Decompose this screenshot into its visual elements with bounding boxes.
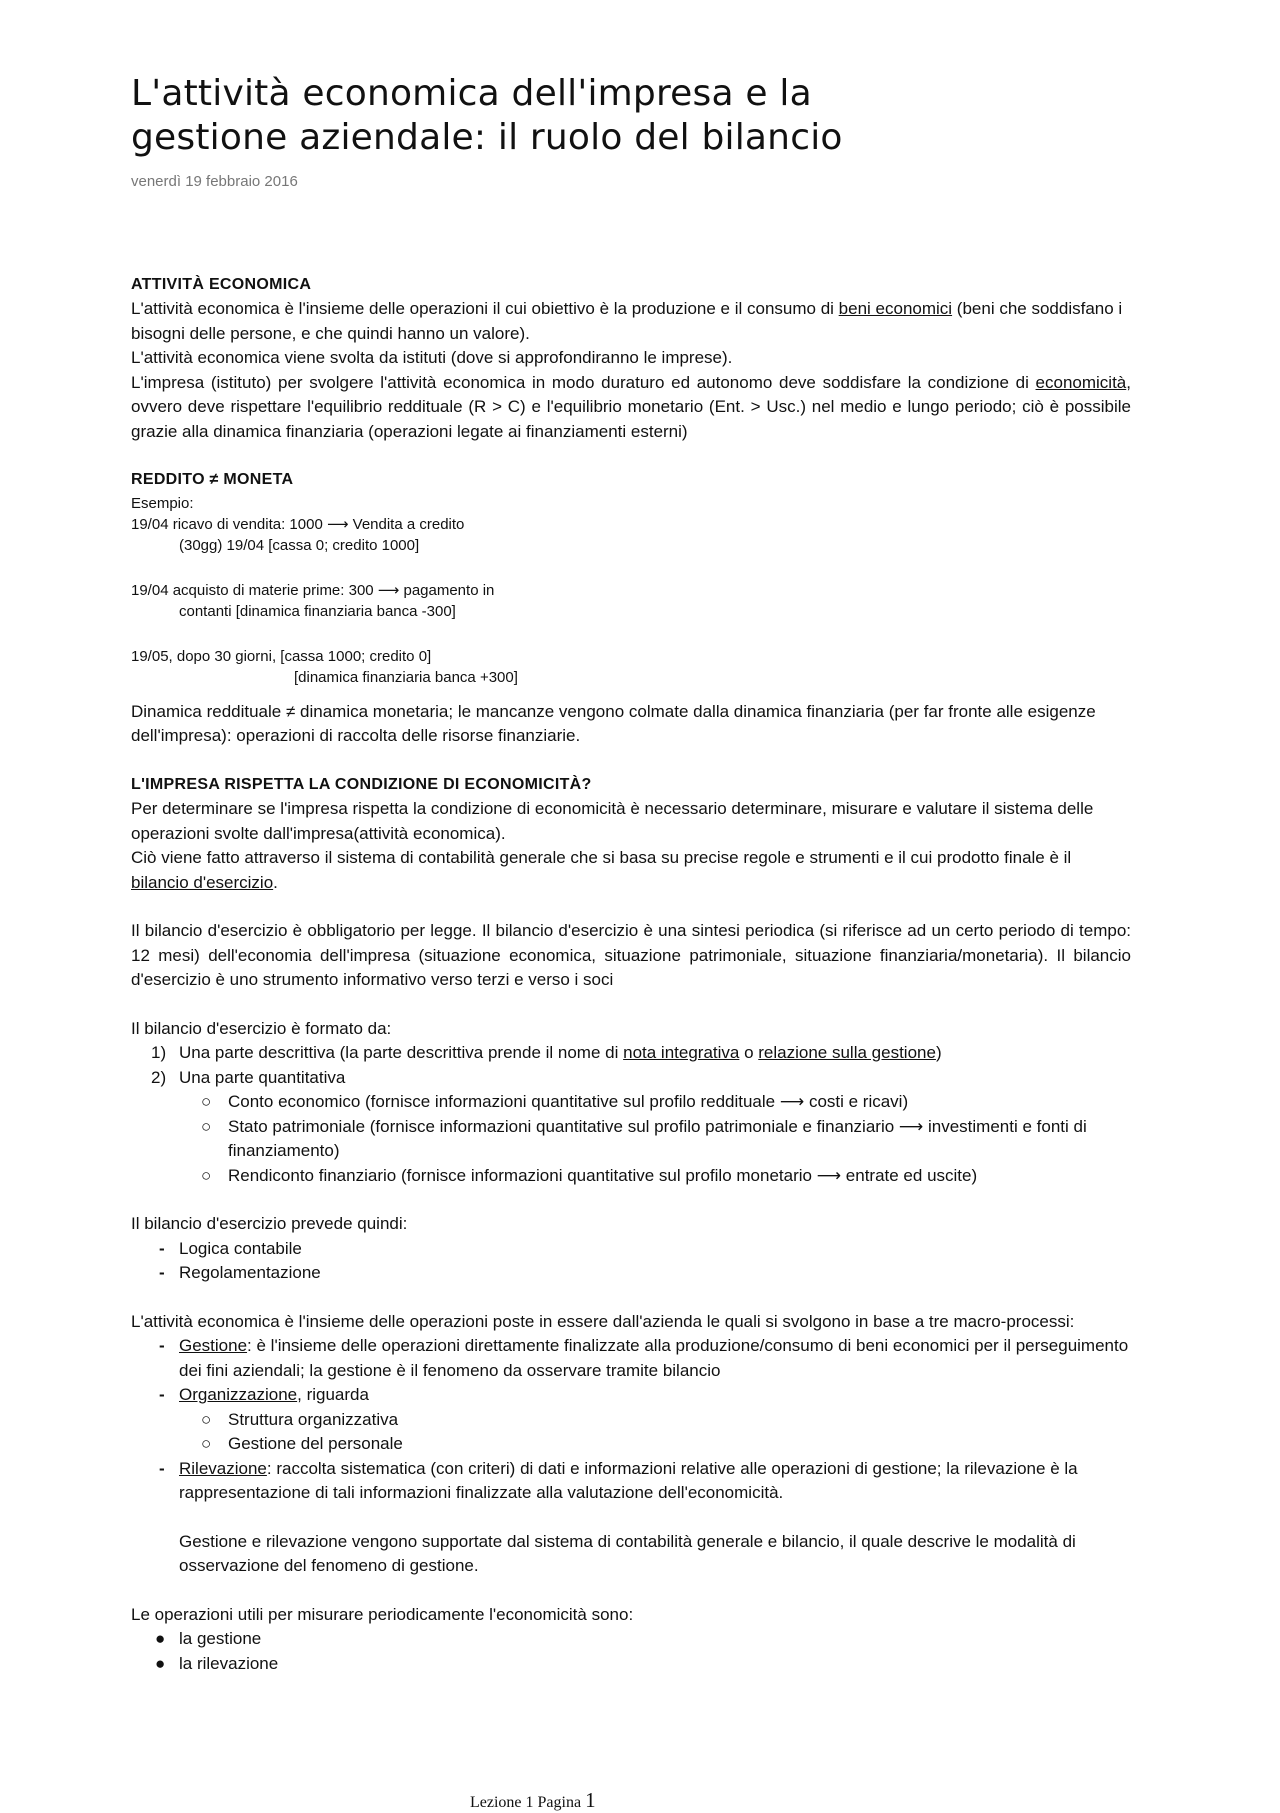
text: ) xyxy=(935,1043,942,1062)
text: Rendiconto finanziario (fornisce informazioni quantitative sul profilo monetario ⟶ entrate ed uscite) xyxy=(228,1165,978,1185)
text: Conto economico (fornisce informazioni quantitative sul profilo reddituale ⟶ costi e ricavi) xyxy=(228,1092,909,1111)
circle-bullet-icon: ○ xyxy=(201,1092,212,1111)
text: Una parte descrittiva (la parte descrittiva prende il nome di xyxy=(179,1043,624,1062)
example-label: Esempio: xyxy=(131,494,194,512)
example-line: contanti [dinamica finanziaria banca -300] xyxy=(179,602,456,620)
list-number: 1) xyxy=(151,1043,167,1062)
note-content xyxy=(131,72,1131,1676)
text: L'attività economica è l'insieme delle operazioni il cui obiettivo è la produzione e il consumo di xyxy=(131,299,839,318)
link-economicita: economicità xyxy=(1035,372,1127,392)
list-item xyxy=(131,1090,1131,1115)
dash-list xyxy=(131,1334,1131,1579)
text: . xyxy=(273,872,278,892)
title-line-1: L'attività economica dell'impresa e la xyxy=(131,73,812,114)
footer-label: Lezione 1 Pagina xyxy=(470,1794,582,1811)
list-item xyxy=(131,1652,1131,1677)
link-nota-integrativa: nota integrativa xyxy=(623,1043,740,1062)
text: Gestione del personale xyxy=(228,1434,403,1453)
list-item xyxy=(179,1408,1131,1433)
example-line: 19/04 ricavo di vendita: 1000 ⟶ Vendita a credito xyxy=(131,515,465,533)
example-line: [dinamica finanziaria banca +300] xyxy=(294,668,518,686)
paragraph: L'attività economica è l'insieme delle operazioni poste in essere dall'azienda le quali si svolgono in base a tre macro-processi: xyxy=(131,1311,1075,1331)
dash-bullet-icon: - xyxy=(159,1385,165,1404)
text: la rilevazione xyxy=(179,1653,279,1673)
bullet-list xyxy=(131,1627,1131,1676)
dash-bullet-icon: - xyxy=(159,1336,165,1355)
list-item xyxy=(131,1334,1131,1383)
text: la gestione xyxy=(179,1629,262,1648)
paragraph: Il bilancio d'esercizio è obbligatorio per legge. Il bilancio d'esercizio è una sintesi periodica (si riferisce ad un certo periodo di tempo: 12 mesi) dell'economia dell'impresa (situazione economica, situazione patrimoniale, situazione finanziaria/monetaria). Il bilancio d'esercizio è uno strumento informativo verso terzi e verso i soci xyxy=(131,921,1131,989)
page-number: 1 xyxy=(585,1788,596,1812)
list-item xyxy=(179,1432,1131,1457)
list-item xyxy=(131,1041,1131,1066)
paragraph xyxy=(131,297,1131,346)
text: Stato patrimoniale (fornisce informazioni quantitative sul profilo patrimoniale e finanziario ⟶ investimenti e fonti di finanziamento) xyxy=(228,1116,1087,1160)
text: Regolamentazione xyxy=(179,1263,321,1282)
text: : raccolta sistematica (con criteri) di dati e informazioni relative alle operazioni di gestione; la rilevazione è la rappresentazione di tali informazioni finalizzate alla valutazione dell'economicità. xyxy=(179,1458,1078,1502)
link-rilevazione: Rilevazione xyxy=(179,1458,267,1478)
page-footer xyxy=(470,1788,596,1813)
text: Una parte quantitativa xyxy=(179,1067,346,1087)
example-line: 19/04 acquisto di materie prime: 300 ⟶ pagamento in xyxy=(131,581,495,599)
list-item xyxy=(131,1115,1131,1164)
heading-attivita-economica: ATTIVITÀ ECONOMICA xyxy=(131,275,312,293)
list-item xyxy=(131,1383,1131,1457)
paragraph: Dinamica reddituale ≠ dinamica monetaria; le mancanze vengono colmate dalla dinamica finanziaria (per far fronte alle esigenze dell'impresa): operazioni di raccolta delle risorse finanziarie. xyxy=(131,701,1096,745)
example-line: (30gg) 19/04 [cassa 0; credito 1000] xyxy=(179,536,420,554)
paragraph: Il bilancio d'esercizio prevede quindi: xyxy=(131,1214,408,1233)
dash-bullet-icon: - xyxy=(159,1458,165,1478)
dash-bullet-icon: - xyxy=(159,1263,165,1282)
bullet-icon: ● xyxy=(155,1653,166,1673)
text: L'impresa (istituto) per svolgere l'attività economica in modo duraturo ed autonomo deve soddisfare la condizione di xyxy=(131,372,1036,392)
list-item xyxy=(131,1627,1131,1652)
list-item xyxy=(131,1261,1131,1286)
text: Ciò viene fatto attraverso il sistema di contabilità generale che si basa su precise regole e strumenti e il cui prodotto finale è il xyxy=(131,848,1072,867)
text: Logica contabile xyxy=(179,1238,302,1258)
circle-bullet-icon: ○ xyxy=(201,1165,212,1185)
dash-list xyxy=(131,1237,1131,1286)
text: : è l'insieme delle operazioni direttamente finalizzate alla produzione/consumo di beni economici per il perseguimento dei fini aziendali; la gestione è il fenomeno da osservare tramite bilancio xyxy=(179,1336,1129,1380)
title-line-2: gestione aziendale: il ruolo del bilancio xyxy=(131,117,843,158)
list-item xyxy=(131,1457,1131,1579)
paragraph: Le operazioni utili per misurare periodicamente l'economicità sono: xyxy=(131,1604,634,1624)
numbered-list xyxy=(131,1041,1131,1090)
link-bilancio-esercizio: bilancio d'esercizio xyxy=(131,872,274,892)
bullet-icon: ● xyxy=(155,1629,166,1648)
list-item xyxy=(131,1066,1131,1091)
example-line: 19/05, dopo 30 giorni, [cassa 1000; credito 0] xyxy=(131,647,432,665)
paragraph xyxy=(131,371,1131,445)
text: Struttura organizzativa xyxy=(228,1409,399,1429)
heading-reddito-moneta: REDDITO ≠ MONETA xyxy=(131,471,294,488)
sub-list xyxy=(179,1408,1131,1457)
text: , riguarda xyxy=(297,1385,369,1404)
page-title xyxy=(131,72,1131,160)
circle-bullet-icon: ○ xyxy=(201,1409,212,1429)
list-item xyxy=(131,1237,1131,1262)
paragraph: Gestione e rilevazione vengono supportate dal sistema di contabilità generale e bilancio, il quale descrive le modalità di osservazione del fenomeno di gestione. xyxy=(179,1531,1076,1575)
link-beni-economici: beni economici xyxy=(838,299,953,318)
paragraph: Il bilancio d'esercizio è formato da: xyxy=(131,1018,392,1038)
list-number: 2) xyxy=(151,1067,167,1087)
link-relazione-gestione: relazione sulla gestione xyxy=(758,1043,936,1062)
note-date: venerdì 19 febbraio 2016 xyxy=(131,173,298,190)
list-item xyxy=(131,1164,1131,1189)
sub-list xyxy=(131,1090,1131,1188)
link-organizzazione: Organizzazione xyxy=(179,1385,298,1404)
heading-economicita: L'IMPRESA RISPETTA LA CONDIZIONE DI ECONOMICITÀ? xyxy=(131,775,592,793)
paragraph xyxy=(131,846,1131,895)
text: (beni che soddisfano i bisogni delle persone, e che quindi hanno un valore). xyxy=(131,299,1123,343)
link-gestione: Gestione xyxy=(179,1336,248,1355)
text: o xyxy=(739,1043,759,1062)
circle-bullet-icon: ○ xyxy=(201,1116,212,1136)
paragraph: L'attività economica viene svolta da istituti (dove si approfondiranno le imprese). xyxy=(131,348,733,367)
circle-bullet-icon: ○ xyxy=(201,1434,212,1453)
paragraph: Per determinare se l'impresa rispetta la condizione di economicità è necessario determinare, misurare e valutare il sistema delle operazioni svolte dall'impresa(attività economica). xyxy=(131,799,1094,843)
dash-bullet-icon: - xyxy=(159,1238,165,1258)
example-block xyxy=(131,493,1131,688)
text: , ovvero deve rispettare l'equilibrio reddituale (R > C) e l'equilibrio monetario (Ent. > Usc.) nel medio e lungo periodo; ciò è possibile grazie alla dinamica finanziaria (operazioni legate ai finanziamenti esterni) xyxy=(131,372,1131,441)
